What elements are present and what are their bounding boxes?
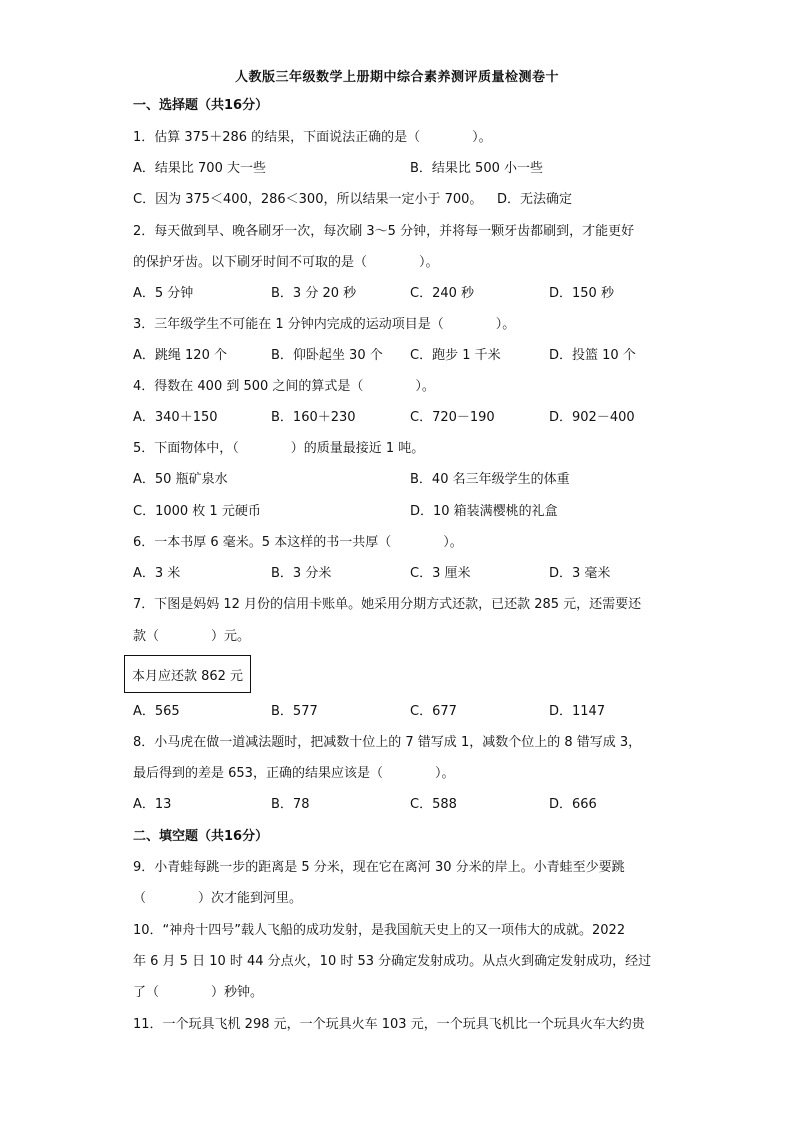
q4-option-a: A．340＋150 xyxy=(133,410,218,425)
q2-option-d: D．150 秒 xyxy=(549,286,614,301)
question-7-line-2: 款（ ）元。 xyxy=(133,629,251,644)
question-10-line-1: 10．“神舟十四号”载人飞船的成功发射，是我国航天史上的又一项伟大的成就。2022 xyxy=(133,923,626,938)
q6-option-a: A．3 米 xyxy=(133,566,181,581)
q4-option-b: B．160＋230 xyxy=(271,410,356,425)
question-4: 4．得数在 400 到 500 之间的算式是（ ）。 xyxy=(133,379,435,394)
question-2-line-2: 的保护牙齿。以下刷牙时间不可取的是（ ）。 xyxy=(133,255,439,270)
question-5: 5．下面物体中，（ ）的质量最接近 1 吨。 xyxy=(133,441,425,456)
q3-option-d: D．投篮 10 个 xyxy=(549,348,636,363)
q4-option-c: C．720－190 xyxy=(410,410,495,425)
q1-option-b: B．结果比 500 小一些 xyxy=(410,161,543,176)
q2-option-b: B．3 分 20 秒 xyxy=(271,286,357,301)
q5-option-c: C．1000 枚 1 元硬币 xyxy=(133,504,261,519)
bill-box-text: 本月应还款 862 元 xyxy=(131,668,244,684)
question-8-line-2: 最后得到的差是 653，正确的结果应该是（ ）。 xyxy=(133,766,455,781)
q4-option-d: D．902－400 xyxy=(549,410,635,425)
q7-option-b: B．577 xyxy=(271,704,318,719)
q5-option-a: A．50 瓶矿泉水 xyxy=(133,472,228,487)
question-2-line-1: 2．每天做到早、晚各刷牙一次，每次刷 3～5 分钟，并将每一颗牙齿都刷到，才能更好 xyxy=(133,224,635,239)
question-3: 3．三年级学生不可能在 1 分钟内完成的运动项目是（ ）。 xyxy=(133,317,516,332)
q6-option-b: B．3 分米 xyxy=(271,566,332,581)
q2-option-c: C．240 秒 xyxy=(410,286,475,301)
question-11-line-1: 11．一个玩具飞机 298 元，一个玩具火车 103 元，一个玩具飞机比一个玩具火车大约贵 xyxy=(133,1017,645,1032)
question-6: 6．一本书厚 6 毫米。5 本这样的书一共厚（ ）。 xyxy=(133,535,463,550)
q8-option-d: D．666 xyxy=(549,797,597,812)
q5-option-d: D．10 箱装满樱桃的礼盒 xyxy=(410,504,558,519)
q3-option-a: A．跳绳 120 个 xyxy=(133,348,227,363)
question-7-line-1: 7．下图是妈妈 12 月份的信用卡账单。她采用分期方式还款，已还款 285 元，还需要还 xyxy=(133,597,642,612)
q1-option-d: D．无法确定 xyxy=(497,192,573,207)
q5-option-b: B．40 名三年级学生的体重 xyxy=(410,472,570,487)
q3-option-b: B．仰卧起坐 30 个 xyxy=(271,348,383,363)
bill-box xyxy=(124,655,251,693)
q7-option-d: D．1147 xyxy=(549,704,606,719)
q3-option-c: C．跑步 1 千米 xyxy=(410,348,501,363)
question-10-line-3: 了（ ）秒钟。 xyxy=(133,985,264,1000)
q8-option-b: B．78 xyxy=(271,797,310,812)
q2-option-a: A．5 分钟 xyxy=(133,286,194,301)
q8-option-c: C．588 xyxy=(410,797,457,812)
q1-option-a: A．结果比 700 大一些 xyxy=(133,161,266,176)
section-choice-heading: 一、选择题（共16分） xyxy=(133,98,269,113)
question-10-line-2: 年 6 月 5 日 10 时 44 分点火，10 时 53 分确定发射成功。从点火到确定发射成功，经过 xyxy=(133,954,652,969)
section-fill-heading: 二、填空题（共16分） xyxy=(133,829,269,844)
q8-option-a: A．13 xyxy=(133,797,172,812)
question-9-line-1: 9．小青蛙每跳一步的距离是 5 分米，现在它在离河 30 分米的岸上。小青蛙至少要跳 xyxy=(133,860,625,875)
q1-option-c: C．因为 375＜400，286＜300，所以结果一定小于 700。 xyxy=(133,192,483,207)
page-title: 人教版三年级数学上册期中综合素养测评质量检测卷十 xyxy=(234,70,559,85)
question-9-line-2: （ ）次才能到河里。 xyxy=(133,891,303,906)
question-8-line-1: 8．小马虎在做一道减法题时，把减数十位上的 7 错写成 1，减数个位上的 8 错写成 3， xyxy=(133,735,642,750)
q6-option-c: C．3 厘米 xyxy=(410,566,471,581)
q6-option-d: D．3 毫米 xyxy=(549,566,611,581)
q7-option-a: A．565 xyxy=(133,704,180,719)
question-1: 1．估算 375＋286 的结果，下面说法正确的是（ ）。 xyxy=(133,130,492,145)
q7-option-c: C．677 xyxy=(410,704,457,719)
